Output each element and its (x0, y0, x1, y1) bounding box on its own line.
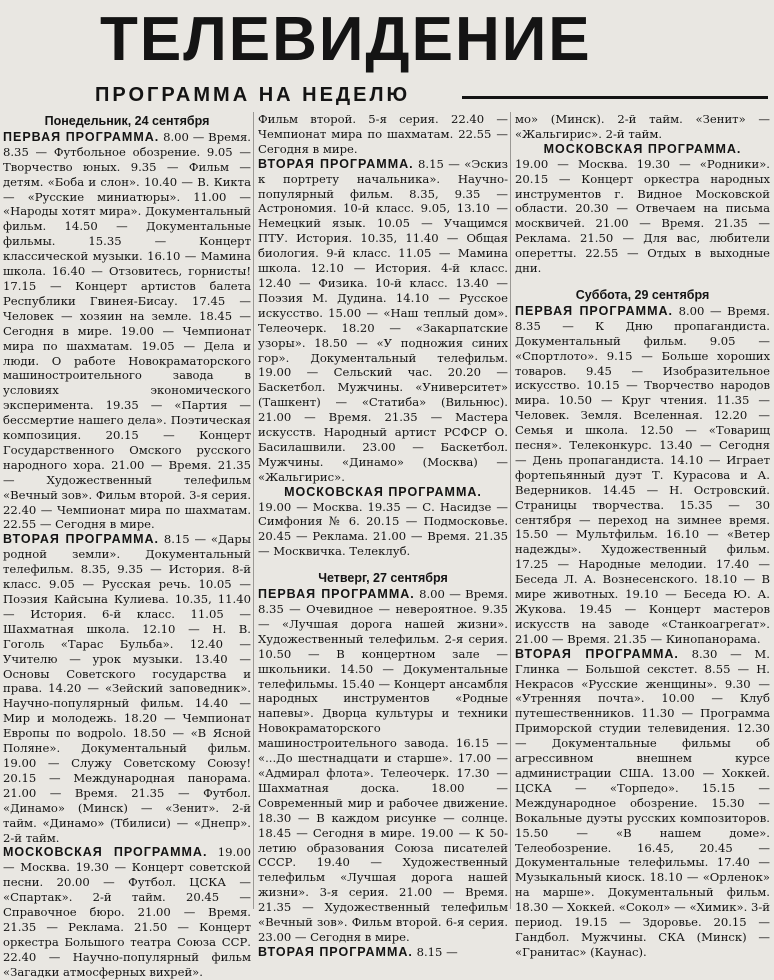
program-heading: ПЕРВАЯ ПРОГРАММА. (258, 587, 415, 602)
schedule-continued: Фильм второй. 5-я серия. 22.40 — Чемпионат мира по шахматам. 22.55 — Сегодня в мире. (258, 112, 508, 156)
schedule-text: 19.00 — Москва. 19.30 — «Родники». 20.15 — Концерт оркестра народных инструментов г. Видное Московской области. 20.30 — Отвечаем на письма москвичей. 21.00 — Время. 21.35 — Реклама. 21.50 — Для вас, любители оперетты. 22.55 — Отдых в выходные дни. (515, 156, 770, 276)
schedule-block (515, 304, 770, 647)
schedule-text: 8.30 — М. Глинка — Большой секстет. 8.55 — Н. Некрасов «Русские женщины». 9.30 — «Утренняя почта». 10.00 — Клуб путешественников. 11.30 — Программа Приморской студии телевидения. 12.30 — Документальные фильмы об агрессивном внешнем курсе администрации США. 13.00 — Хоккей. ЦСКА — «Торпедо». 15.15 — Международное обозрение. 15.30 — Вокальные дуэты русских композиторов. 15.50 — «В нашем доме». Телеобозрение. 16.45, 20.45 — Документальные телефильмы. 17.40 — Музыкальный киоск. 18.10 — «Орленок» на марше». Документальный фильм. 18.30 — Хоккей. «Сокол» — «Химик». 3-й период. 19.15 — Здоровье. 20.15 — Гандбол. Мужчины. СКА (Минск) — «Гранитас» (Каунас). (515, 646, 770, 959)
masthead (0, 0, 774, 110)
program-heading: МОСКОВСКАЯ ПРОГРАММА. (543, 141, 742, 156)
schedule-block (3, 532, 251, 845)
column-3 (515, 112, 770, 959)
schedule-text: 8.15 — (412, 944, 458, 959)
schedule-block (515, 647, 770, 960)
column-divider (253, 112, 254, 909)
column-2 (258, 112, 508, 959)
schedule-text: 8.00 — Время. 8.35 — К Дню пропагандиста. Документальный фильм. 9.05 — «Спортлото». 9.15 — Больше хороших товаров. 9.45 — Изобразительное искусство. 10.15 — Творчество народов мира. 10.50 — Круг чтения. 11.35 — Человек. Земля. Вселенная. 12.20 — Семья и школа. 12.50 — «Товарищ песня». Телеконкурс. 13.40 — Сегодня — День пропагандиста. 14.10 — Играет фортепьянный дуэт Т. Курасова и А. Ведерников. 14.45 — Н. Островский. Страницы творчества. 15.35 — 30 сентября — переход на зимнее время. 15.50 — Мультфильм. 16.10 — «Ветер надежды». Художественный фильм. 17.25 — Народные мелодии. 17.40 — Беседа Л. А. Вознесенского. 18.10 — В мире животных. 19.10 — Беседа Ю. А. Жукова. 19.45 — Концерт мастеров искусств на заводе «Станкоагрегат». 21.00 — Время. 21.35 — Кинопанорама. (515, 303, 770, 646)
program-heading: МОСКОВСКАЯ ПРОГРАММА. (3, 845, 208, 860)
program-heading: МОСКОВСКАЯ ПРОГРАММА. (284, 484, 482, 499)
schedule-block (258, 157, 508, 485)
day-heading: Четверг, 27 сентября (318, 571, 448, 586)
header-rule (462, 96, 768, 99)
schedule-text: 19.00 — Москва. 19.35 — С. Насидзе — Симфония № 6. 20.15 — Подмосковье. 20.45 — Реклама. 21.00 — Время. 21.35 — Москвичка. Телеклуб. (258, 499, 508, 559)
schedule-text: 8.00 — Время. 8.35 — Футбольное обозрение. 9.05 — Творчество юных. 9.35 — Фильм — детям. «Боба и слон». 10.40 — В. Кикта — «Русские миниатюры». 11.00 — «Народы хотят мира». Документальный фильм. 14.50 — Документальные фильмы. 15.35 — Концерт классической музыки. 16.10 — Мамина школа. 16.40 — Отзовитесь, горнисты! 17.15 — Концерт артистов балета Республики Гвинея-Бисау. 17.45 — Человек — хозяин на земле. 18.45 — Сегодня в мире. 19.00 — Чемпионат мира по шахматам. 19.05 — Дела и люди. О работе Новокраматорского машиностроительного завода в условиях экономического эксперимента. 19.35 — «Партия — бессмертие нашего дела». Поэтическая композиция. 20.15 — Концерт Государственного Омского русского народного хора. 21.00 — Время. 21.35 — Художественный телефильм «Вечный зов». Фильм второй. 3-я серия. 22.40 — Чемпионат мира по шахматам. 22.55 — Сегодня в мире. (3, 129, 251, 532)
program-heading: ПЕРВАЯ ПРОГРАММА. (3, 129, 160, 144)
schedule-block (3, 845, 251, 979)
program-heading: ВТОРАЯ ПРОГРАММА. (3, 532, 160, 547)
schedule-block (3, 130, 251, 532)
program-heading: ВТОРАЯ ПРОГРАММА. (515, 646, 679, 661)
program-heading: ВТОРАЯ ПРОГРАММА. (258, 944, 413, 959)
schedule-text: 8.15 — «Дары родной земли». Документальный телефильм. 8.35, 9.35 — История. 8-й класс. 9.05 — Русская речь. 10.05 — Поэзия Кайсына Кулиева. 10.35, 11.40 — История. 6-й класс. 11.05 — Шахматная школа. 12.10 — Н. В. Гоголь «Тарас Бульба». 12.40 — Учителю — урок музыки. 13.40 — Основы Советского государства и права. 14.20 — «Зейский заповедник». Научно-популярный фильм. 14.40 — Мир и молодежь. 18.20 — Чемпионат Европы по водpolo. 18.50 — «В Ясной Поляне». Документальный фильм. 19.00 — Служу Советскому Союзу! 20.15 — Международная панорама. 21.00 — Время. 21.35 — Футбол. «Динамо» (Минск) — «Зенит». 2-й тайм. «Динамо» (Тбилиси) — «Днепр». 2-й тайм. (3, 532, 251, 845)
schedule-continued: мо» (Минск). 2-й тайм. «Зенит» — «Жальгирис». 2-й тайм. (515, 112, 770, 141)
schedule-text: 19.00 — Москва. 19.30 — Концерт советской песни. 20.00 — Футбол. ЦСКА — «Спартак». 2-й тайм. 20.45 — Справочное бюро. 21.00 — Время. 21.35 — Реклама. 21.50 — Концерт оркестра Большого театра Союза ССР. 22.40 — Научно-популярный фильм «Загадки атмосферных вихрей». (3, 845, 251, 979)
day-heading: Суббота, 29 сентября (575, 287, 710, 302)
schedule-text: 8.15 — «Эскиз к портрету начальника». Научно-популярный фильм. 8.35, 9.35 — Астрономия. 10-й класс. 9.05, 13.10 — Немецкий язык. 10.05 — Учащимся ПТУ. История. 10.35, 11.40 — Общая биология. 9-й класс. 11.05 — Мамина школа. 12.10 — История. 4-й класс. 12.40 — Физика. 10-й класс. 13.40 — Поэзия М. Дудина. 14.10 — Русское искусство. 15.00 — «Наш теплый дом». Телеочерк. 18.20 — «Закарпатские узоры». 18.50 — «У подножия синих гор». Документальный телефильм. 19.00 — Сельский час. 20.20 — Баскетбол. Мужчины. «Университет» (Ташкент) — «Статиба» (Вильнюс). 21.00 — Время. 21.35 — Мастера искусств. Народный артист РСФСР О. Басилашвили. 23.00 — Баскетбол. Мужчины. «Динамо» (Москва) — «Жальгирис». (258, 156, 508, 484)
program-heading: ВТОРАЯ ПРОГРАММА. (258, 156, 414, 171)
column-1 (3, 112, 251, 979)
schedule-block (258, 587, 508, 945)
page-subtitle: ПРОГРАММА НА НЕДЕЛЮ (95, 82, 416, 108)
schedule-text: 8.00 — Время. 8.35 — Очевидное — невероятное. 9.35 — «Лучшая дорога нашей жизни». Художественный телефильм. 2-я серия. 10.50 — В концертном зале — школьники. 14.50 — Документальные телефильмы. 15.40 — Концерт ансамбля народных инструментов «Родные напевы». Дворца культуры и техники Новокраматорского машиностроительного завода. 16.15 — «...До шестнадцати и старше». 17.00 — «Адмирал флота». Телеочерк. 17.30 — Шахматная доска. 18.00 — Современный мир и рабочее движение. 18.30 — В каждом рисунке — солнце. 18.45 — Сегодня в мире. 19.00 — К 50-летию образования Союза писателей СССР. 19.40 — Художественный телефильм «Лучшая дорога нашей жизни». 3-я серия. 21.00 — Время. 21.35 — Художественный телефильм «Вечный зов». Фильм второй. 6-я серия. 23.00 — Сегодня в мире. (258, 587, 508, 944)
schedule-block (258, 945, 508, 960)
program-heading-line (515, 142, 770, 157)
program-heading: ПЕРВАЯ ПРОГРАММА. (515, 303, 674, 318)
program-heading-line (258, 485, 508, 500)
day-heading: Понедельник, 24 сентября (44, 114, 210, 128)
column-divider (510, 112, 511, 909)
page-title: ТЕЛЕВИДЕНИЕ (100, 5, 592, 74)
